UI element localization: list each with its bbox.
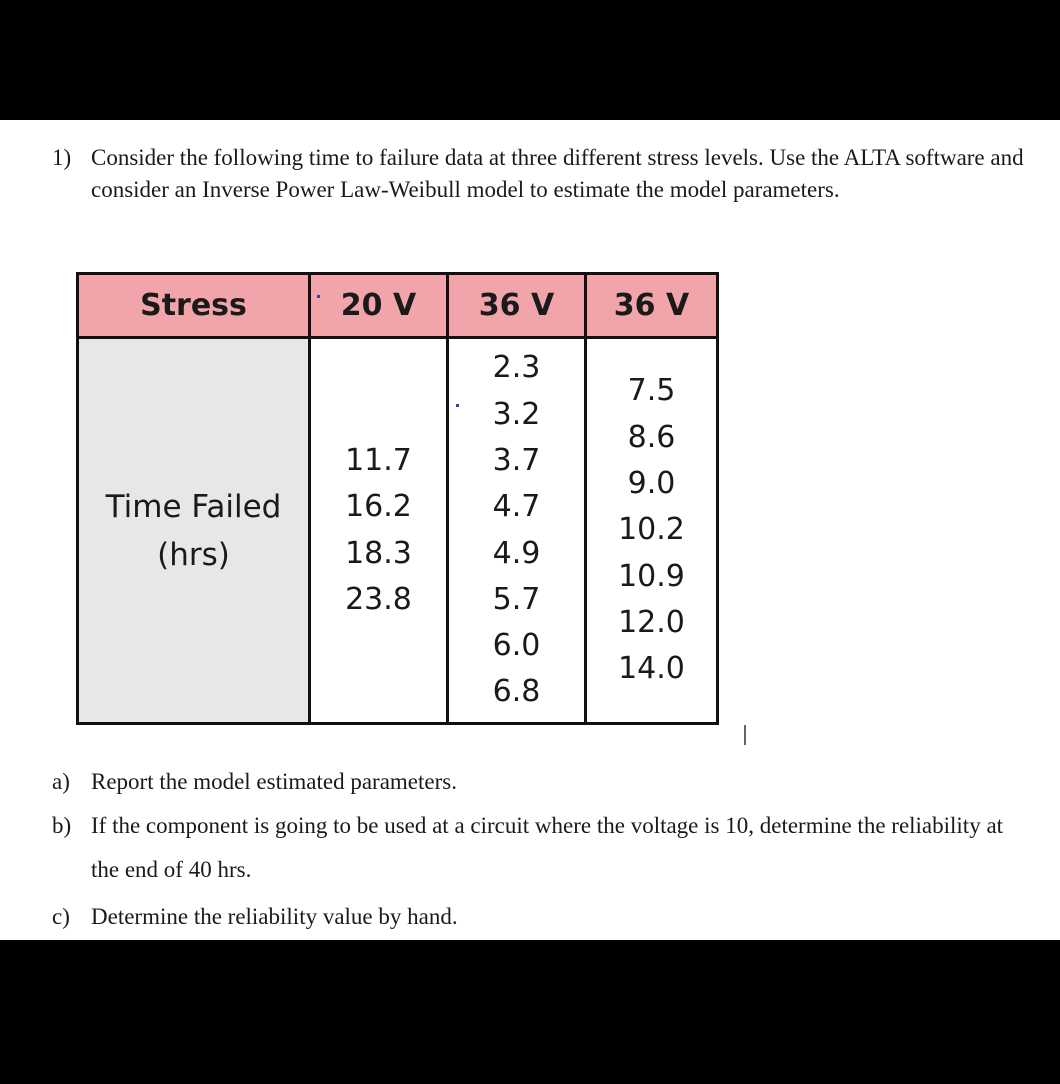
part-label: a) (52, 769, 70, 794)
row-label-cell (79, 339, 308, 722)
column-36v-b (587, 339, 716, 722)
part-text: Determine the reliability value by hand. (91, 904, 458, 929)
row-label-line2: (hrs) (157, 536, 230, 573)
part-c (52, 895, 1032, 939)
table-cell: 2.3 (492, 350, 541, 386)
part-a (52, 760, 1032, 804)
header-stress: Stress (79, 275, 308, 336)
table-cell: 3.2 (492, 396, 541, 432)
header-36v-a: 36 V (449, 275, 584, 336)
values-36v-a (493, 345, 541, 715)
question-text: Consider the following time to failure data at three different stress levels. Use the ALTA software and consider an Inverse Power Law-Weibull model to estimate the model parameters. (91, 145, 1024, 202)
document-page (0, 120, 1060, 940)
table-cell: 23.8 (345, 581, 412, 617)
table-cell: 4.9 (492, 535, 541, 571)
table-cell: 11.7 (345, 442, 412, 478)
part-text: Report the model estimated parameters. (91, 769, 457, 794)
column-36v-a (449, 339, 584, 722)
header-36v-b: 36 V (587, 275, 716, 336)
column-divider (308, 275, 311, 722)
table-cell: 10.9 (618, 558, 685, 594)
column-20v (311, 339, 446, 722)
values-20v (345, 438, 412, 623)
text-cursor (744, 725, 746, 745)
table-cell: 3.7 (492, 442, 541, 478)
question-number: 1) (52, 145, 72, 170)
part-b (52, 804, 1032, 892)
table-cell: 12.0 (618, 604, 685, 640)
table-cell: 16.2 (345, 489, 412, 525)
failure-data-table (76, 272, 719, 725)
table-cell: 10.2 (618, 512, 685, 548)
row-label (106, 483, 282, 579)
table-cell: 4.7 (492, 489, 541, 525)
values-36v-b (618, 368, 685, 692)
stray-mark (317, 295, 320, 298)
stray-mark (456, 404, 459, 407)
row-label-line1: Time Failed (105, 488, 282, 525)
table-cell: 7.5 (627, 373, 676, 409)
column-divider (446, 275, 449, 722)
table-cell: 6.8 (492, 674, 541, 710)
table-cell: 9.0 (627, 466, 676, 502)
table-cell: 5.7 (492, 581, 541, 617)
part-text: If the component is going to be used at a circuit where the voltage is 10, determine the reliability at the end of 40 hrs. (91, 813, 1004, 882)
part-label: b) (52, 813, 72, 838)
table-cell: 18.3 (345, 535, 412, 571)
header-20v: 20 V (311, 275, 446, 336)
table-cell: 14.0 (618, 651, 685, 687)
table-cell: 8.6 (627, 419, 676, 455)
question-1 (52, 142, 1032, 206)
column-divider (584, 275, 587, 722)
table-cell: 6.0 (492, 628, 541, 664)
part-label: c) (52, 904, 70, 929)
